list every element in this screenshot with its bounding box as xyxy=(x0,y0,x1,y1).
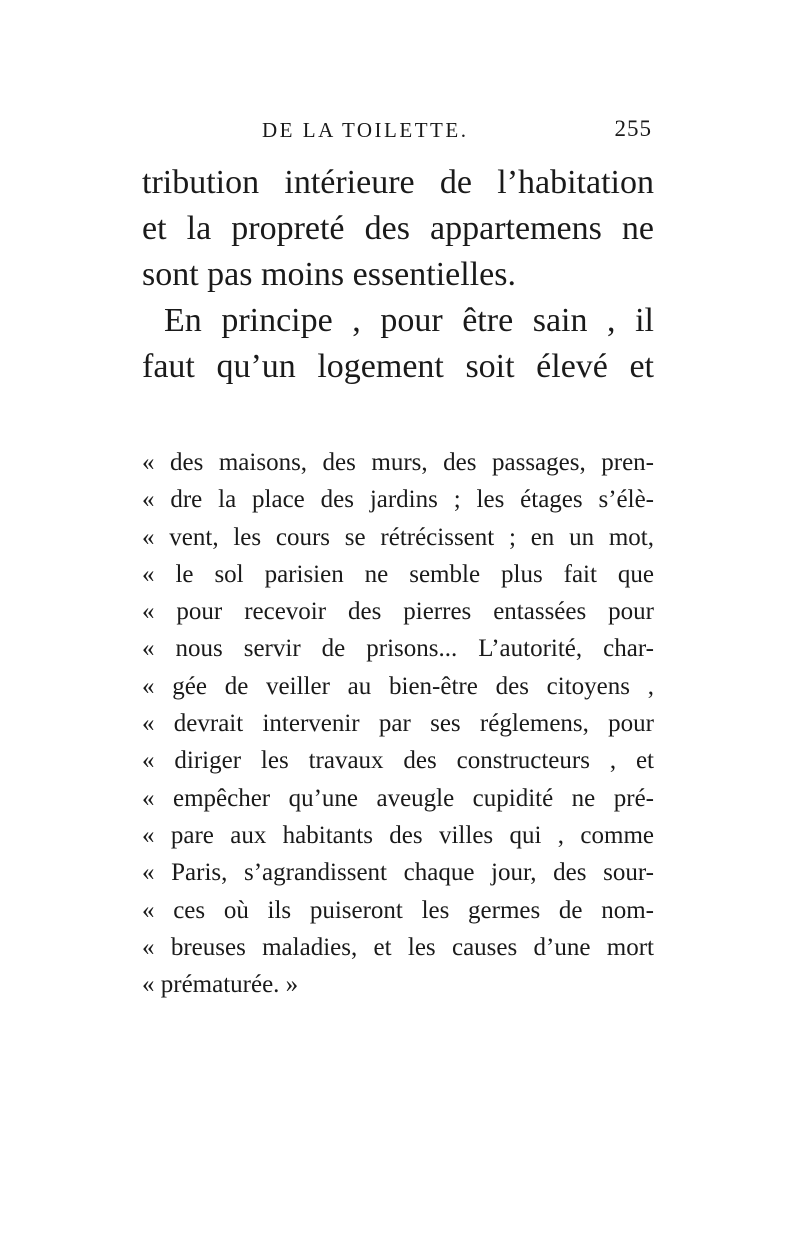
text-line: faut qu’un logement soit élevé et xyxy=(142,348,654,385)
footnote-line: « breuses maladies, et les causes d’une mort xyxy=(142,933,654,961)
footnote-line: « gée de veiller au bien-être des citoyens , xyxy=(142,672,654,700)
footnote-line: « prématurée. » xyxy=(142,971,299,999)
footnote-line: « diriger les travaux des constructeurs , et xyxy=(142,747,654,775)
footnote-quote xyxy=(142,444,654,1003)
page-number: 255 xyxy=(614,116,652,141)
main-text xyxy=(142,160,654,390)
running-header xyxy=(232,118,652,148)
running-title: DE LA TOILETTE. xyxy=(262,118,469,142)
footnote-line: « le sol parisien ne semble plus fait que xyxy=(142,560,654,588)
text-line: tribution intérieure de l’habitation xyxy=(142,164,654,201)
footnote-line: « pare aux habitants des villes qui , comme xyxy=(142,821,654,849)
footnote-line: « ces où ils puiseront les germes de nom- xyxy=(142,896,654,924)
text-line: sont pas moins essentielles. xyxy=(142,256,516,293)
footnote-line: « empêcher qu’une aveugle cupidité ne pré- xyxy=(142,784,654,812)
text-line: En principe , pour être sain , il xyxy=(164,302,654,339)
footnote-line: « nous servir de prisons... L’autorité, char- xyxy=(142,635,654,663)
footnote-line: « pour recevoir des pierres entassées pour xyxy=(142,598,654,626)
footnote-line: « dre la place des jardins ; les étages s’élè- xyxy=(142,486,654,514)
text-line: et la propreté des appartemens ne xyxy=(142,210,654,247)
footnote-line: « Paris, s’agrandissent chaque jour, des sour- xyxy=(142,859,654,887)
footnote-line: « vent, les cours se rétrécissent ; en un mot, xyxy=(142,523,654,551)
footnote-line: « des maisons, des murs, des passages, pren- xyxy=(142,449,654,476)
footnote-line: « devrait intervenir par ses réglemens, pour xyxy=(142,710,654,738)
